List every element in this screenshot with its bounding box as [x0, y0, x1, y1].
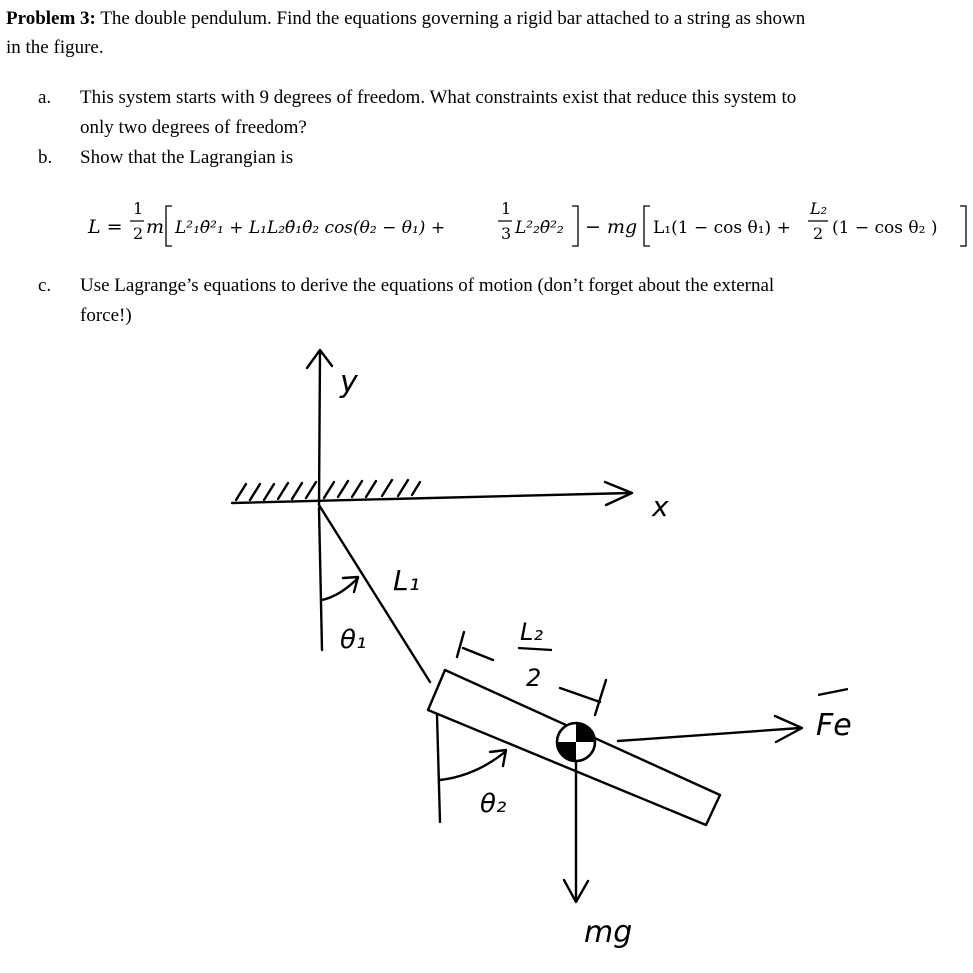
eq-term2: L²₂θ̇²₂	[515, 218, 564, 238]
half-length-fraction-bar	[518, 648, 552, 650]
lagrangian-equation	[88, 192, 968, 256]
external-force-label: Fe	[816, 708, 852, 743]
question-c-marker: c.	[38, 275, 52, 296]
eq-term3: L₁(1 − cos θ₁) +	[653, 218, 791, 238]
theta2-arc	[440, 752, 505, 780]
question-b-line-1: Show that the Lagrangian is	[80, 147, 294, 168]
question-c-line-1: Use Lagrange’s equations to derive the equations of motion (don’t forget about the external	[80, 275, 775, 296]
dimension-tick-right	[595, 680, 606, 715]
question-a-marker: a.	[38, 87, 52, 108]
question-a-line-1: This system starts with 9 degrees of freedom. What constraints exist that reduce this system to	[80, 87, 797, 108]
question-a-line-2: only two degrees of freedom?	[80, 117, 307, 138]
theta1-arc	[322, 578, 358, 600]
problem-label: Problem 3:	[6, 8, 96, 29]
theta1-reference-line	[319, 508, 322, 650]
theta1-label: θ₁	[340, 625, 367, 655]
eq-half-den: 2	[133, 224, 144, 243]
eq-m: m	[146, 216, 165, 238]
eq-bracket-open-2	[644, 206, 650, 246]
eq-l2-num: L₂	[810, 199, 828, 218]
force-arrow-line	[618, 728, 800, 741]
theta2-label: θ₂	[480, 789, 507, 819]
dimension-tick-left	[457, 632, 464, 657]
eq-bracket-close-2	[960, 206, 966, 246]
eq-minus-mg: − mg	[585, 216, 638, 238]
ceiling-hatching	[236, 480, 420, 500]
eq-term1: L²₁θ̇²₁ + L₁L₂θ̇₁θ̇₂ cos(θ₂ − θ₁) +	[175, 218, 446, 238]
center-of-mass-icon	[557, 723, 595, 761]
question-c-line-2: force!)	[80, 305, 132, 326]
half-length-num-label: L₂	[520, 618, 543, 646]
eq-half-num: 1	[133, 199, 144, 218]
weight-label: mg	[584, 915, 633, 950]
half-length-den-label: 2	[526, 664, 542, 692]
eq-l2-den: 2	[813, 224, 824, 243]
eq-third-den: 3	[501, 224, 512, 243]
x-axis-label: x	[652, 490, 669, 523]
theta2-reference-line	[437, 715, 440, 822]
problem-statement	[6, 4, 968, 62]
force-vector-bar	[818, 689, 848, 695]
question-b-marker: b.	[38, 147, 53, 168]
eq-bracket-open-1	[166, 206, 172, 246]
dimension-line-right	[560, 688, 600, 702]
eq-term4: (1 − cos θ₂ )	[832, 218, 938, 238]
y-axis-line	[319, 352, 320, 505]
eq-bracket-close-1	[572, 206, 578, 246]
problem-text-1: The double pendulum. Find the equations governing a rigid bar attached to a string as shown	[100, 8, 806, 29]
pendulum-figure	[0, 330, 973, 973]
dimension-line-left	[463, 648, 493, 660]
eq-third-num: 1	[501, 199, 512, 218]
problem-line-1	[6, 4, 968, 33]
eq-lhs: L =	[88, 216, 123, 238]
y-axis-label: y	[340, 365, 358, 400]
problem-text-2: in the figure.	[6, 37, 104, 58]
string-length-label: L₁	[393, 564, 420, 597]
